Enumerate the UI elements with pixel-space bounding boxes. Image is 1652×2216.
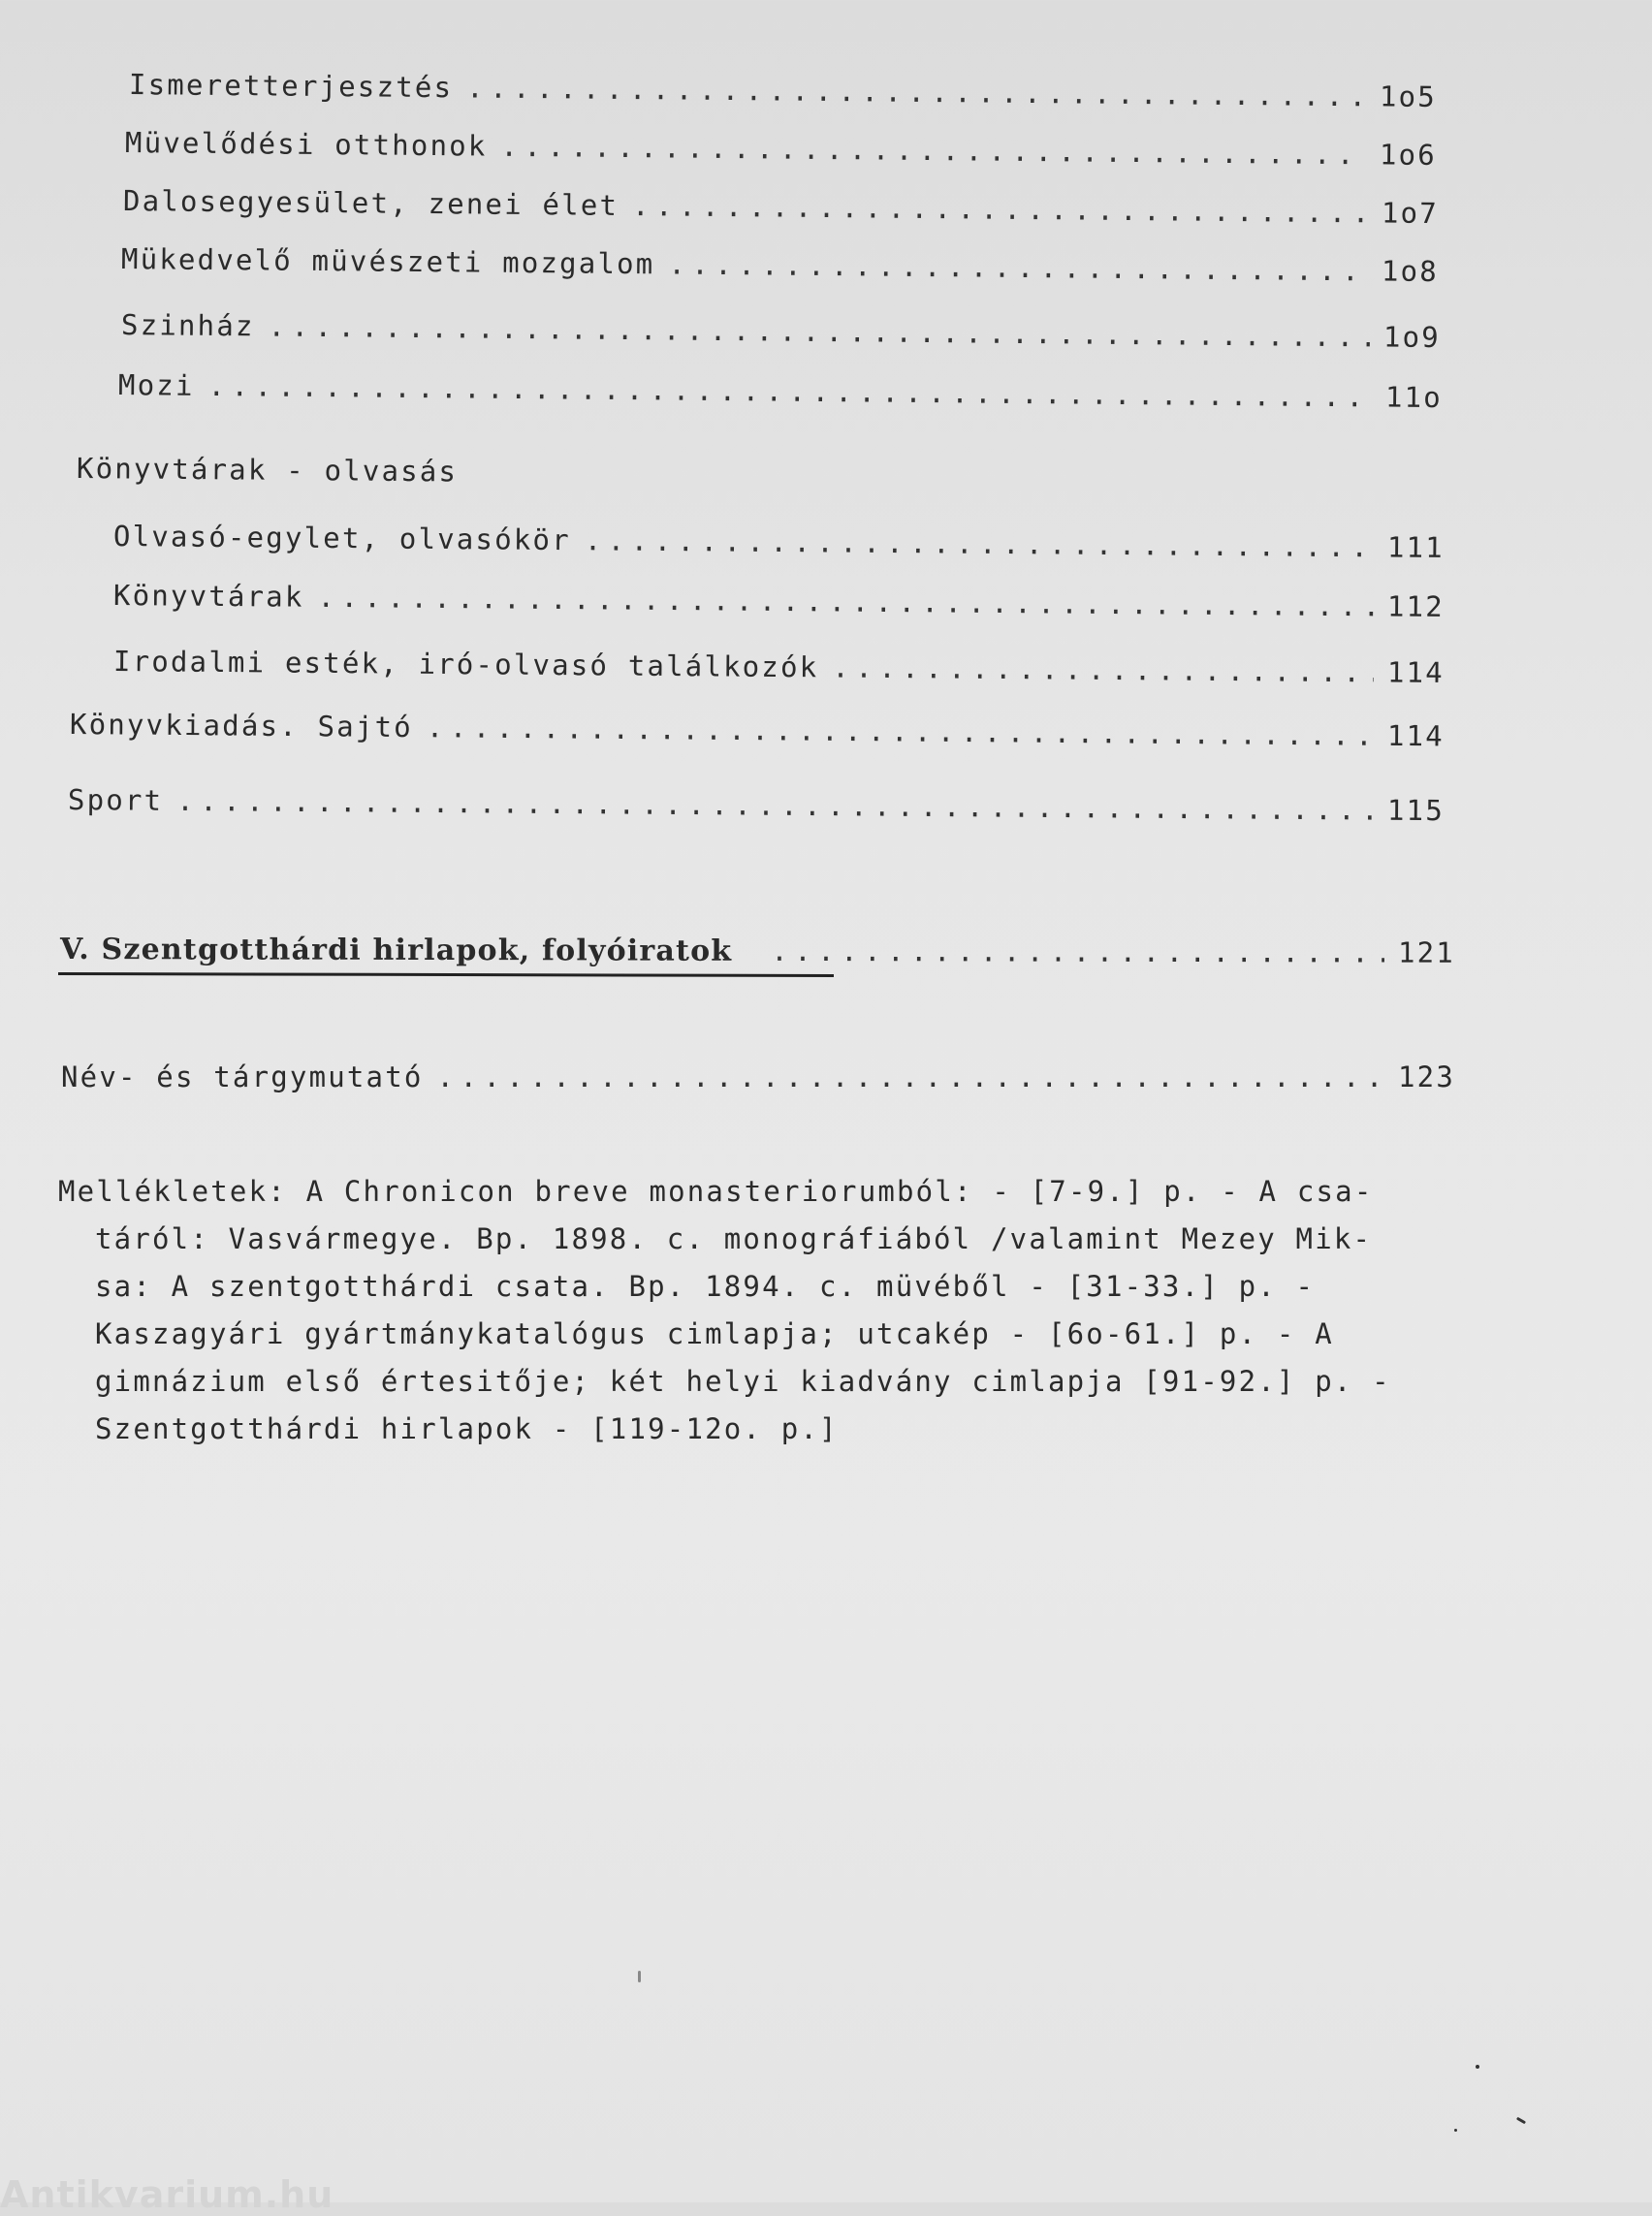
dot-leader bbox=[427, 711, 1374, 752]
dot-leader bbox=[317, 581, 1374, 623]
dot-leader bbox=[771, 934, 1384, 969]
dot-leader bbox=[668, 247, 1368, 287]
toc-chapter-v bbox=[60, 933, 1468, 970]
toc-entry-page: 1o6 bbox=[1379, 138, 1438, 172]
toc-entry-page: 1o8 bbox=[1381, 254, 1440, 289]
dust-speck bbox=[1476, 2065, 1479, 2069]
toc-section-konyvtarak-olvasas: Könyvtárak - olvasás bbox=[76, 452, 459, 489]
annex-line: Kaszagyári gyártmánykatalógus cimlapja; utcakép - [6o-61.] p. - A bbox=[95, 1317, 1334, 1350]
toc-entry-sport bbox=[68, 783, 1457, 827]
dot-leader bbox=[466, 71, 1366, 112]
dust-speck bbox=[1516, 2117, 1526, 2125]
toc-entry-label: Név- és tárgymutató bbox=[61, 1061, 424, 1093]
toc-entry-page: 112 bbox=[1386, 589, 1446, 623]
chapter-underline bbox=[58, 972, 834, 977]
annexes-paragraph bbox=[58, 1168, 1415, 1453]
toc-entry-page: 111 bbox=[1386, 530, 1446, 564]
toc-entry-konyvtarak bbox=[113, 579, 1457, 623]
toc-entry-dalosegyesulet bbox=[123, 184, 1451, 230]
dot-leader bbox=[207, 369, 1372, 414]
dot-leader bbox=[268, 309, 1370, 353]
toc-entry-konyvkiadas-sajto bbox=[70, 708, 1457, 752]
toc-entry-label: Olvasó-egylet, olvasókör bbox=[112, 520, 571, 557]
toc-entry-page: 114 bbox=[1386, 655, 1446, 689]
toc-entry-page: 11o bbox=[1384, 380, 1444, 415]
toc-entry-page: 123 bbox=[1398, 1061, 1455, 1093]
toc-entry-irodalmi-estek bbox=[113, 645, 1457, 689]
toc-entry-nev-es-targymutato bbox=[61, 1061, 1468, 1093]
dot-leader bbox=[500, 130, 1366, 172]
toc-entry-page: 121 bbox=[1397, 935, 1456, 969]
toc-entry-label: Müvelődési otthonok bbox=[124, 126, 488, 163]
toc-entry-label: Dalosegyesület, zenei élet bbox=[122, 184, 620, 222]
annex-line: gimnázium első értesitője; két helyi kiadvány cimlapja [91-92.] p. - bbox=[95, 1365, 1391, 1398]
chapter-title: V. Szentgotthárdi hirlapok, folyóiratok bbox=[59, 933, 733, 968]
dot-leader bbox=[437, 1061, 1384, 1093]
watermark: Antikvarium.hu bbox=[0, 2173, 334, 2216]
toc-entry-label: Sport bbox=[67, 783, 164, 817]
toc-entry-label: Ismeretterjesztés bbox=[128, 68, 454, 105]
dust-speck bbox=[1454, 2129, 1457, 2132]
dot-leader bbox=[832, 650, 1374, 688]
toc-entry-label: Irodalmi esték, iró-olvasó találkozók bbox=[112, 645, 819, 684]
annex-line: sa: A szentgotthárdi csata. Bp. 1894. c. müvéből - [31-33.] p. - bbox=[95, 1270, 1316, 1303]
annex-line: Mellékletek: A Chronicon breve monasteriorumból: - [7-9.] p. - A csa- bbox=[58, 1175, 1374, 1208]
toc-entry-label: Mozi bbox=[117, 368, 195, 402]
toc-entry-page: 1o5 bbox=[1379, 79, 1438, 113]
toc-entry-ismeretterjesztes bbox=[129, 68, 1449, 113]
toc-entry-page: 115 bbox=[1386, 793, 1446, 828]
toc-entry-szinhaz bbox=[121, 308, 1453, 354]
toc-entry-mukedvelo bbox=[121, 242, 1451, 288]
toc-entry-page: 114 bbox=[1386, 718, 1446, 753]
toc-entry-label: Könyvkiadás. Sajtó bbox=[69, 708, 414, 744]
dot-leader bbox=[176, 784, 1374, 827]
toc-entry-label: Szinház bbox=[120, 308, 255, 343]
dot-leader bbox=[632, 189, 1368, 229]
dust-speck bbox=[638, 1971, 641, 1982]
toc-entry-muvelodesi-otthonok bbox=[125, 126, 1449, 172]
toc-entry-mozi bbox=[118, 368, 1455, 414]
annex-line: táról: Vasvármegye. Bp. 1898. c. monográfiából /valamint Mezey Mik- bbox=[95, 1222, 1373, 1255]
toc-entry-page: 1o7 bbox=[1381, 196, 1440, 231]
annex-line: Szentgotthárdi hirlapok - [119-12o. p.] bbox=[95, 1412, 839, 1445]
toc-entry-label: Könyvtárak bbox=[112, 579, 304, 614]
toc-entry-page: 1o9 bbox=[1382, 320, 1442, 355]
toc-entry-label: Mükedvelő müvészeti mozgalom bbox=[120, 242, 655, 281]
toc-entry-olvaso-egylet bbox=[113, 520, 1457, 564]
dot-leader bbox=[585, 523, 1374, 563]
